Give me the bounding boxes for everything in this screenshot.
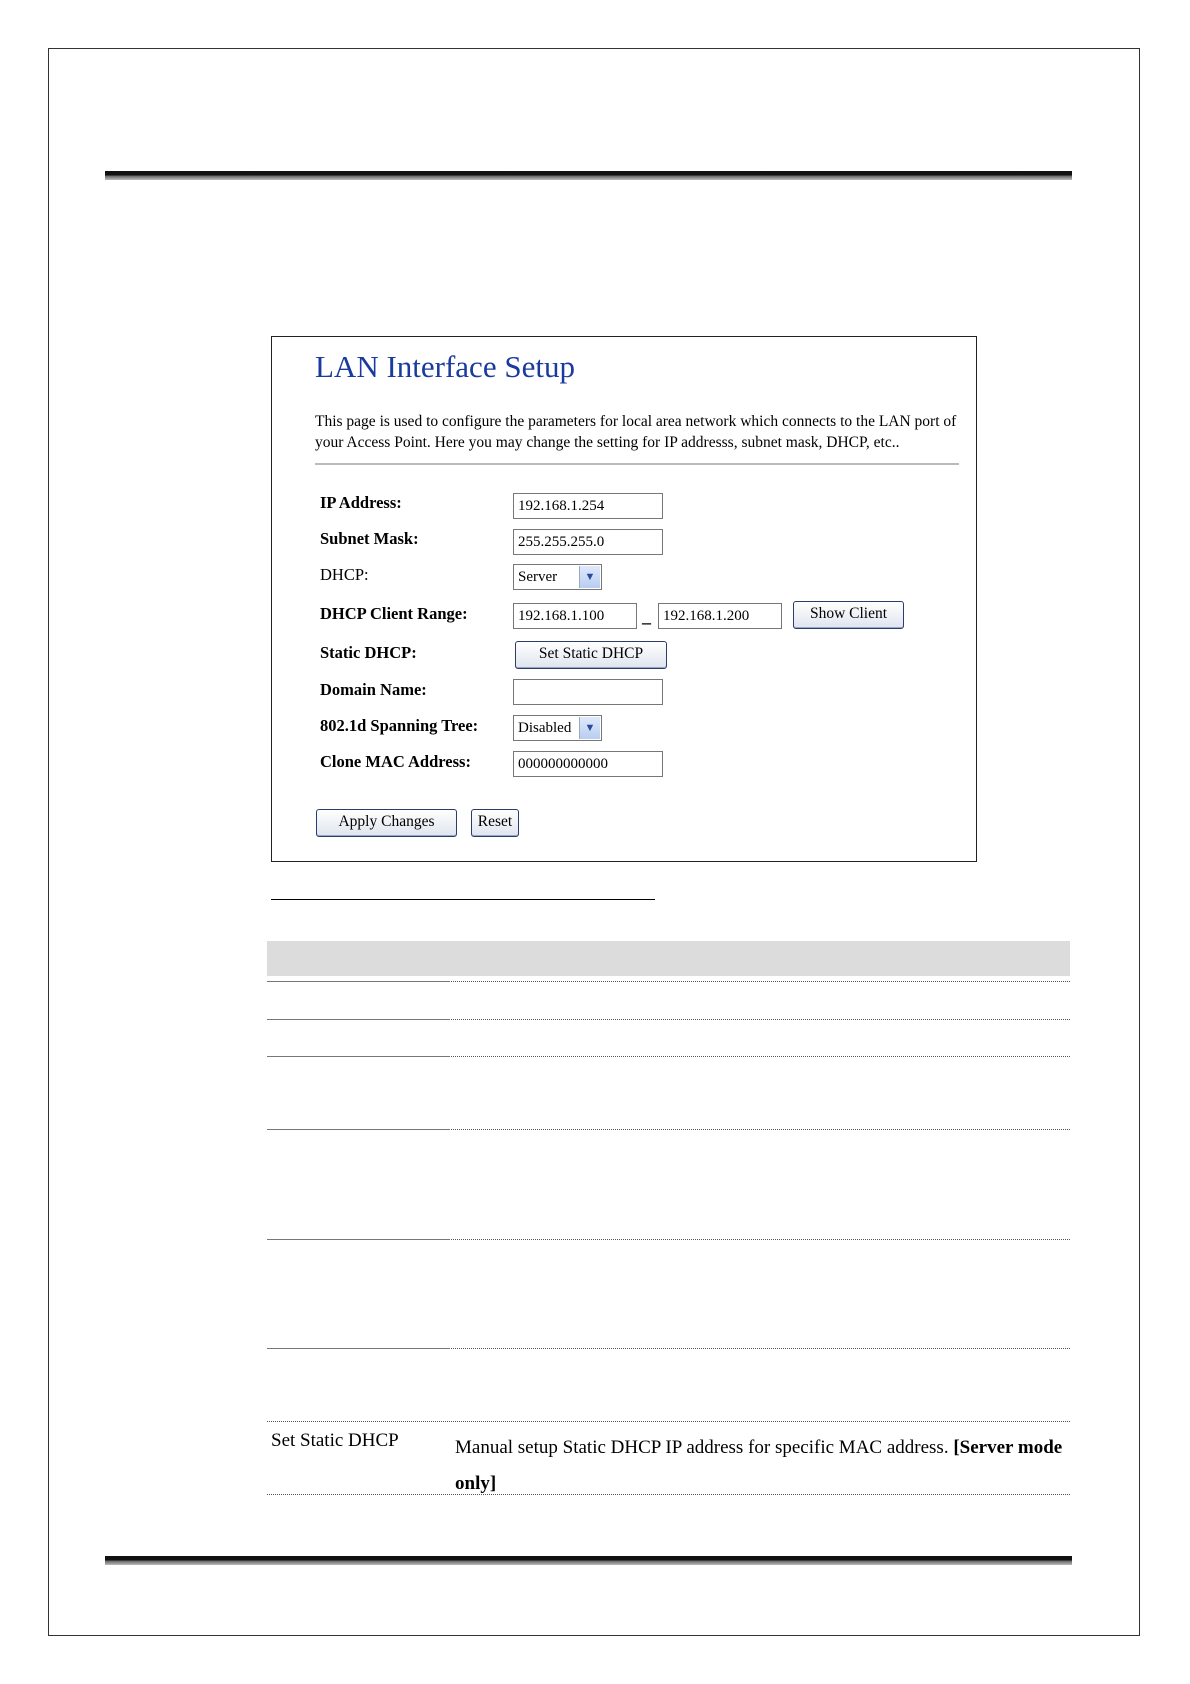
spanning-tree-label: 802.1d Spanning Tree:	[320, 716, 479, 735]
table-header	[267, 941, 1070, 976]
server-mode-note: [Server mode only]	[455, 1437, 1063, 1494]
table-col-rule	[267, 1019, 450, 1020]
description-text: Manual setup Static DHCP IP address for specific MAC address.	[455, 1437, 949, 1458]
ip-address-input[interactable]: 192.168.1.254	[513, 493, 663, 519]
table-col-rule	[267, 1129, 450, 1130]
reset-button[interactable]: Reset	[471, 809, 519, 837]
ip-address-label: IP Address:	[320, 493, 402, 512]
dhcp-select-value: Server	[518, 569, 558, 585]
table-col-rule	[267, 1239, 450, 1240]
panel-description: This page is used to configure the parameters for local area network which connects to the LAN port of your Access Point. Here you may change the setting for IP addresss, subnet mask, DHCP, etc..	[315, 413, 957, 451]
table-col-rule	[267, 981, 450, 982]
apply-changes-button[interactable]: Apply Changes	[316, 809, 457, 837]
table-col-rule	[267, 1348, 450, 1349]
panel-title: LAN Interface Setup	[315, 349, 575, 384]
set-static-dhcp-button[interactable]: Set Static DHCP	[515, 641, 667, 669]
table-row-description	[455, 1430, 1067, 1502]
chevron-down-icon[interactable]: ▼	[579, 717, 600, 739]
lan-interface-panel	[271, 336, 977, 862]
table-row-name: Set Static DHCP	[271, 1430, 399, 1451]
dhcp-client-range-label: DHCP Client Range:	[320, 604, 468, 623]
dhcp-select[interactable]	[513, 564, 602, 590]
caption-underline	[271, 899, 655, 900]
domain-name-input[interactable]	[513, 679, 663, 705]
dhcp-range-start-input[interactable]: 192.168.1.100	[513, 603, 637, 629]
range-separator: –	[642, 612, 651, 632]
table-col-rule	[267, 1056, 450, 1057]
dhcp-range-end-input[interactable]: 192.168.1.200	[658, 603, 782, 629]
header-rule	[105, 171, 1072, 180]
clone-mac-input[interactable]: 000000000000	[513, 751, 663, 777]
subnet-mask-input[interactable]: 255.255.255.0	[513, 529, 663, 555]
static-dhcp-label: Static DHCP:	[320, 643, 417, 662]
table-row-divider	[267, 1421, 1070, 1422]
dhcp-label: DHCP:	[320, 565, 369, 584]
spanning-tree-select[interactable]	[513, 715, 602, 741]
spanning-tree-select-value: Disabled	[518, 720, 572, 736]
subnet-mask-label: Subnet Mask:	[320, 529, 419, 548]
clone-mac-label: Clone MAC Address:	[320, 752, 471, 771]
panel-separator	[315, 463, 959, 465]
show-client-button[interactable]: Show Client	[793, 601, 904, 629]
footer-rule	[105, 1556, 1072, 1565]
chevron-down-icon[interactable]: ▼	[579, 566, 600, 588]
domain-name-label: Domain Name:	[320, 680, 427, 699]
